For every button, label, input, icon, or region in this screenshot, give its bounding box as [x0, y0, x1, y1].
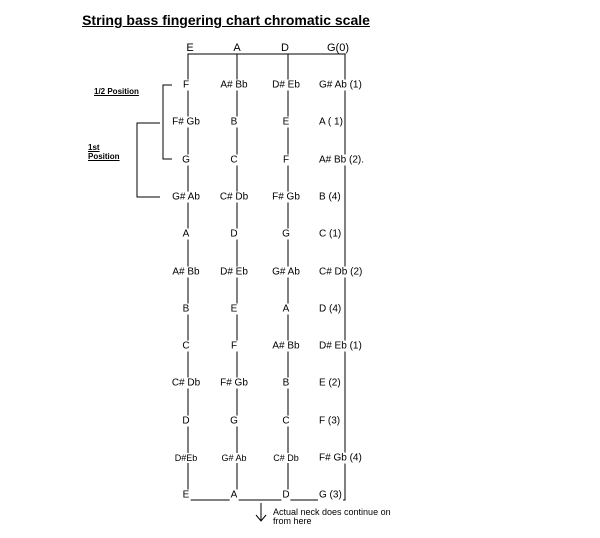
note-g-row-10: F (3): [319, 415, 341, 427]
note-d-row-4: F# Gb: [272, 191, 300, 203]
string-label-a: A: [233, 42, 241, 54]
note-e-row-8: C: [182, 340, 190, 352]
note-d-row-10: C: [282, 415, 290, 427]
note-e-row-7: B: [182, 303, 190, 315]
note-e-row-4: G# Ab: [172, 191, 200, 203]
note-a-row-8: F: [230, 340, 238, 352]
note-a-row-9: F# Gb: [220, 377, 248, 389]
note-a-row-1: A# Bb: [220, 79, 248, 91]
string-label-g: G(0): [327, 42, 349, 54]
note-a-row-3: C: [230, 154, 238, 166]
note-a-row-4: C# Db: [219, 191, 249, 203]
note-a-row-5: D: [230, 228, 238, 240]
note-e-row-12: E: [182, 489, 190, 501]
note-g-row-2: A ( 1): [319, 116, 343, 128]
note-e-row-3: G: [182, 154, 190, 166]
note-g-row-1: G# Ab (1): [319, 79, 362, 91]
note-d-row-12: D: [282, 489, 290, 501]
neck-note-line2: from here: [273, 516, 312, 526]
note-d-row-11: C# Db: [273, 453, 299, 463]
note-g-row-8: D# Eb (1): [319, 340, 362, 352]
note-d-row-8: A# Bb: [272, 340, 300, 352]
note-e-row-2: F# Gb: [172, 116, 200, 128]
note-d-row-1: D# Eb: [272, 79, 300, 91]
note-a-row-11: G# Ab: [221, 453, 247, 463]
note-g-row-3: A# Bb (2).: [319, 154, 365, 166]
note-e-row-5: A: [182, 228, 190, 240]
neck-note-line1: Actual neck does continue on: [273, 507, 391, 517]
note-g-row-4: B (4): [319, 191, 341, 203]
note-e-row-6: A# Bb: [172, 266, 200, 277]
note-d-row-3: F: [282, 154, 290, 166]
note-e-row-1: F: [182, 79, 190, 91]
note-a-row-6: D# Eb: [220, 266, 248, 277]
neck-continues-note: [273, 508, 391, 526]
note-d-row-2: E: [282, 116, 290, 128]
note-g-row-12: G (3): [319, 489, 342, 501]
note-d-row-9: B: [282, 377, 290, 389]
note-e-row-10: D: [182, 415, 190, 427]
note-g-row-9: E (2): [319, 377, 341, 389]
string-label-e: E: [186, 42, 194, 54]
first-position-label-line1: 1st: [88, 143, 100, 152]
note-a-row-12: A: [230, 489, 238, 501]
note-g-row-7: D (4): [319, 303, 342, 315]
chart-title: String bass fingering chart chromatic scale: [82, 12, 370, 28]
note-g-row-6: C# Db (2): [319, 266, 363, 277]
first-position-bracket: [137, 123, 160, 197]
note-d-row-6: G# Ab: [272, 266, 300, 277]
string-label-d: D: [281, 42, 289, 54]
note-d-row-5: G: [282, 228, 290, 240]
first-position-label-line2: Position: [88, 152, 120, 161]
note-g-row-5: C (1): [319, 228, 342, 240]
note-d-row-7: A: [282, 303, 290, 315]
note-a-row-2: B: [230, 116, 238, 128]
half-position-label: 1/2 Position: [94, 87, 139, 96]
note-a-row-10: G: [230, 415, 238, 427]
note-e-row-9: C# Db: [171, 377, 201, 389]
note-e-row-11: D#Eb: [174, 453, 198, 463]
note-g-row-11: F# Gb (4): [319, 452, 362, 464]
note-a-row-7: E: [230, 303, 238, 315]
